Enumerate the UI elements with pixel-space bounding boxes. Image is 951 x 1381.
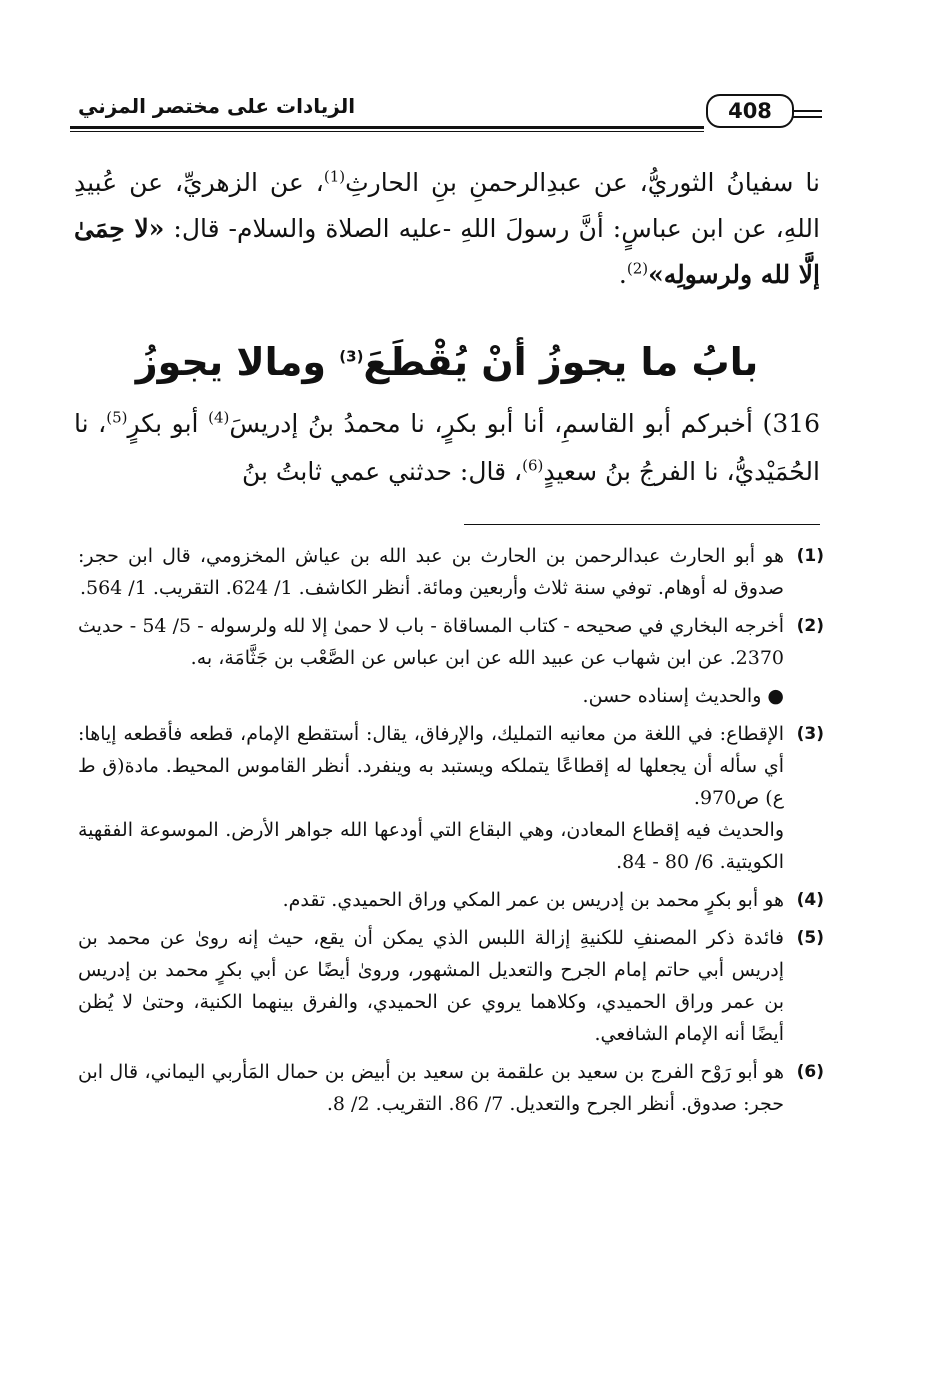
hadith-quote: «لا حِمَىٰ إلَّا لله ولرسولِه»: [74, 214, 820, 289]
footnote-item: [78, 610, 824, 712]
footnote-ref[interactable]: (5): [106, 408, 128, 427]
footnote-number: (2): [796, 616, 824, 636]
footnote-number: (3): [796, 724, 824, 744]
footnote-text: أخرجه البخاري في صحيحه - كتاب المساقاة - باب لا حمىٰ إلا لله ولرسوله - 5/ 54 - حديث 2370. عن ابن شهاب عن عبيد الله عن ابن عباس عن الصَّعْب بن جَثَّامَة، به.: [78, 615, 784, 669]
text-span: ، نا الحُمَيْديُّ، نا الفرجُ بنُ سعيدٍ: [74, 409, 820, 486]
text-span: ، عن الزهريِّ، عن عُبيدِ اللهِ، عن ابن عباسٍ: أنَّ رسولَ اللهِ -عليه الصلاة والسلام- قال:: [74, 168, 820, 243]
footnote-number: (6): [796, 1062, 824, 1082]
text-span: نا سفيانُ الثوريُّ، عن عبدِالرحمنِ بنِ الحارثِ: [345, 168, 821, 197]
running-title: الزيادات على مختصر المزني: [78, 94, 356, 118]
footnote-text: فائدة ذكر المصنفِ للكنيةِ إزالة اللبس الذي يمكن أن يقع، حيث إنه روىٰ عن محمد بن إدريس أبي حاتم إمام الجرح والتعديل المشهور، وروىٰ أيضًا عن أبي بكرٍ محمد بن إدريس بن عمر وراق الحميدي، وكلاهما يروي عن الحميدي، والفرق بينهما الكنية، وحتىٰ لا يُظن أيضًا أنه الإمام الشافعي.: [78, 927, 784, 1045]
footnote-ref[interactable]: (4): [208, 408, 230, 427]
footnote-ref[interactable]: (2): [626, 259, 649, 278]
footnote-item: [78, 718, 824, 878]
header-ornament: [792, 110, 822, 112]
footnote-number: (5): [796, 928, 824, 948]
page-header: [70, 92, 822, 136]
footnote-item: [78, 540, 824, 604]
main-text-block: [74, 160, 820, 298]
footnote-text: هو أبو رَوْح الفرج بن سعيد بن علقمة بن سعيد بن أبيض بن حمال المَأربي اليماني، قال ابن حجر: صدوق. أنظر الجرح والتعديل. 7/ 86. التقريب. 2/ 8.: [78, 1061, 784, 1115]
footnote-extra: والحديث إسناده حسن.: [582, 685, 762, 707]
bullet-icon: ●: [761, 685, 784, 707]
footnote-number: (4): [796, 890, 824, 910]
footnote-text: هو أبو بكرٍ محمد بن إدريس بن عمر المكي وراق الحميدي. تقدم.: [282, 889, 784, 911]
chapter-title-part: بابُ ما يجوزُ أنْ يُقْطَعَ: [363, 340, 759, 384]
text-span: أخبركم أبو القاسمِ، أنا أبو بكرٍ، نا محمدُ بنُ إدريسَ: [229, 409, 753, 438]
footnote-ref[interactable]: (1): [323, 167, 346, 186]
footnote-separator: [464, 524, 820, 525]
footnote-number: (1): [796, 546, 824, 566]
chapter-title: [74, 334, 820, 390]
footnote-item: [78, 884, 824, 916]
page-number: 408: [706, 94, 794, 128]
chapter-title-part: ومالا يجوزُ: [135, 340, 327, 384]
text-span: ، قال: حدثني عمي ثابتُ بنُ: [241, 457, 523, 486]
main-paragraph: [74, 160, 820, 298]
header-ornament-lower: [792, 116, 822, 118]
footnotes: [78, 540, 824, 1126]
hadith-paragraph: [74, 400, 820, 496]
header-rule: [70, 126, 704, 129]
hadith-number: 316): [762, 409, 821, 438]
text-span: .: [618, 260, 627, 289]
footnote-text: هو أبو الحارث عبدالرحمن بن الحارث بن عبد الله بن عياش المخزومي، قال ابن حجر: صدوق له أوهام. توفي سنة ثلاث وأربعين ومائة. أنظر الكاشف. 1/ 624. التقريب. 1/ 564.: [78, 545, 784, 599]
hadith-block: [74, 400, 820, 496]
text-span: أبو بكرٍ: [127, 409, 199, 438]
footnote-ref[interactable]: (3): [339, 347, 364, 366]
footnote-text: الإقطاع: في اللغة من معانيه التمليك، والإرفاق، يقال: أستقطع الإمام، قطعه فأقطعه إياها: أي سأله أن يجعلها له إقطاعًا يتملكه ويستبد به وينفرد. أنظر القاموس المحيط. مادة(ق ط ع) ص970.: [78, 723, 784, 809]
footnote-item: [78, 1056, 824, 1120]
footnote-extra: والحديث فيه إقطاع المعادن، وهي البقاع التي أودعها الله جواهر الأرض. الموسوعة الفقهية الكويتية. 6/ 80 - 84.: [78, 819, 784, 873]
header-rule-thin: [70, 131, 704, 132]
footnote-ref[interactable]: (6): [522, 456, 544, 475]
footnote-item: [78, 922, 824, 1050]
